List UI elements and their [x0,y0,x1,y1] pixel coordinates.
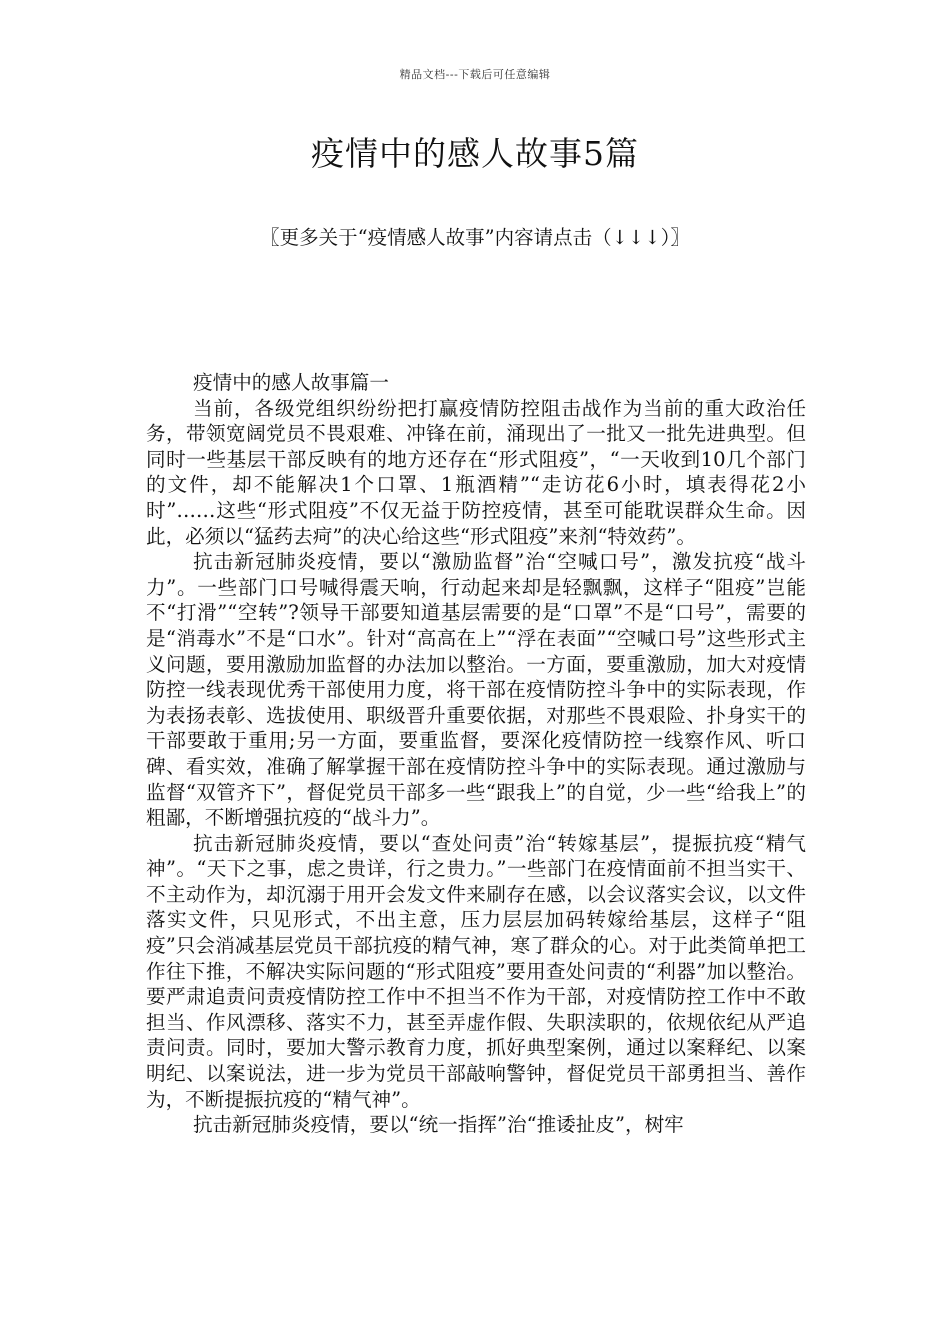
header-note: 精品文档---下载后可任意编辑 [399,68,551,81]
document-body [146,370,806,1138]
paragraph: 当前，各级党组织纷纷把打赢疫情防控阻击战作为当前的重大政治任务，带领宽阔党员不畏艰难、冲锋在前，涌现出了一批又一批先进典型。但同时一些基层干部反映有的地方还存在“形式阻疫”，“一天收到10几个部门的文件，却不能解决1个口罩、1瓶酒精”“走访花6小时，填表得花2小时”……这些“形式阻疫”不仅无益于防控疫情，甚至可能耽误群众生命。因此，必须以“猛药去疴”的决心给这些“形式阻疫”来剂“特效药”。 [146,396,806,548]
paragraph: 抗击新冠肺炎疫情，要以“激励监督”治“空喊口号”，激发抗疫“战斗力”。一些部门口号喊得震天响，行动起来却是轻飘飘，这样子“阻疫”岂能不“打滑”“空转”?领导干部要知道基层需要的是“口罩”不是“口号”，需要的是“消毒水”不是“口水”。针对“高高在上”“浮在表面”“空喊口号”这些形式主义问题，要用激励加监督的办法加以整治。一方面，要重激励，加大对疫情防控一线表现优秀干部使用力度，将干部在疫情防控斗争中的实际表现，作为表扬表彰、选拔使用、职级晋升重要依据，对那些不畏艰险、扑身实干的干部要敢于重用;另一方面，要重监督，要深化疫情防控一线察作风、听口碑、看实效，准确了解掌握干部在疫情防控斗争中的实际表现。通过激励与监督“双管齐下”，督促党员干部多一些“跟我上”的自觉，少一些“给我上”的粗鄙，不断增强抗疫的“战斗力”。 [146,550,806,830]
paragraph: 抗击新冠肺炎疫情，要以“统一指挥”治“推诿扯皮”，树牢 [193,1113,684,1137]
more-content-link[interactable]: 〖更多关于“疫情感人故事”内容请点击（↓↓↓）〗 [260,226,690,249]
paragraph: 抗击新冠肺炎疫情，要以“查处问责”治“转嫁基层”，提振抗疫“精气神”。“天下之事，虑之贵详，行之贵力。”一些部门在疫情面前不担当实干、不主动作为，却沉溺于用开会发文件来刷存在感，以会议落实会议，以文件落实文件，只见形式，不出主意，压力层层加码转嫁给基层，这样子“阻疫”只会消减基层党员干部抗疫的精气神，寒了群众的心。对于此类简单把工作往下推，不解决实际问题的“形式阻疫”要用查处问责的“利器”加以整治。要严肃追责问责疫情防控工作中不担当不作为干部，对疫情防控工作中不敢担当、作风漂移、落实不力，甚至弄虚作假、失职渎职的，依规依纪从严追责问责。同时，要加大警示教育力度，抓好典型案例，通过以案释纪、以案明纪、以案说法，进一步为党员干部敲响警钟，督促党员干部勇担当、善作为，不断提振抗疫的“精气神”。 [146,831,806,1111]
document-title: 疫情中的感人故事5篇 [311,134,639,173]
section-heading: 疫情中的感人故事篇一 [193,371,389,394]
